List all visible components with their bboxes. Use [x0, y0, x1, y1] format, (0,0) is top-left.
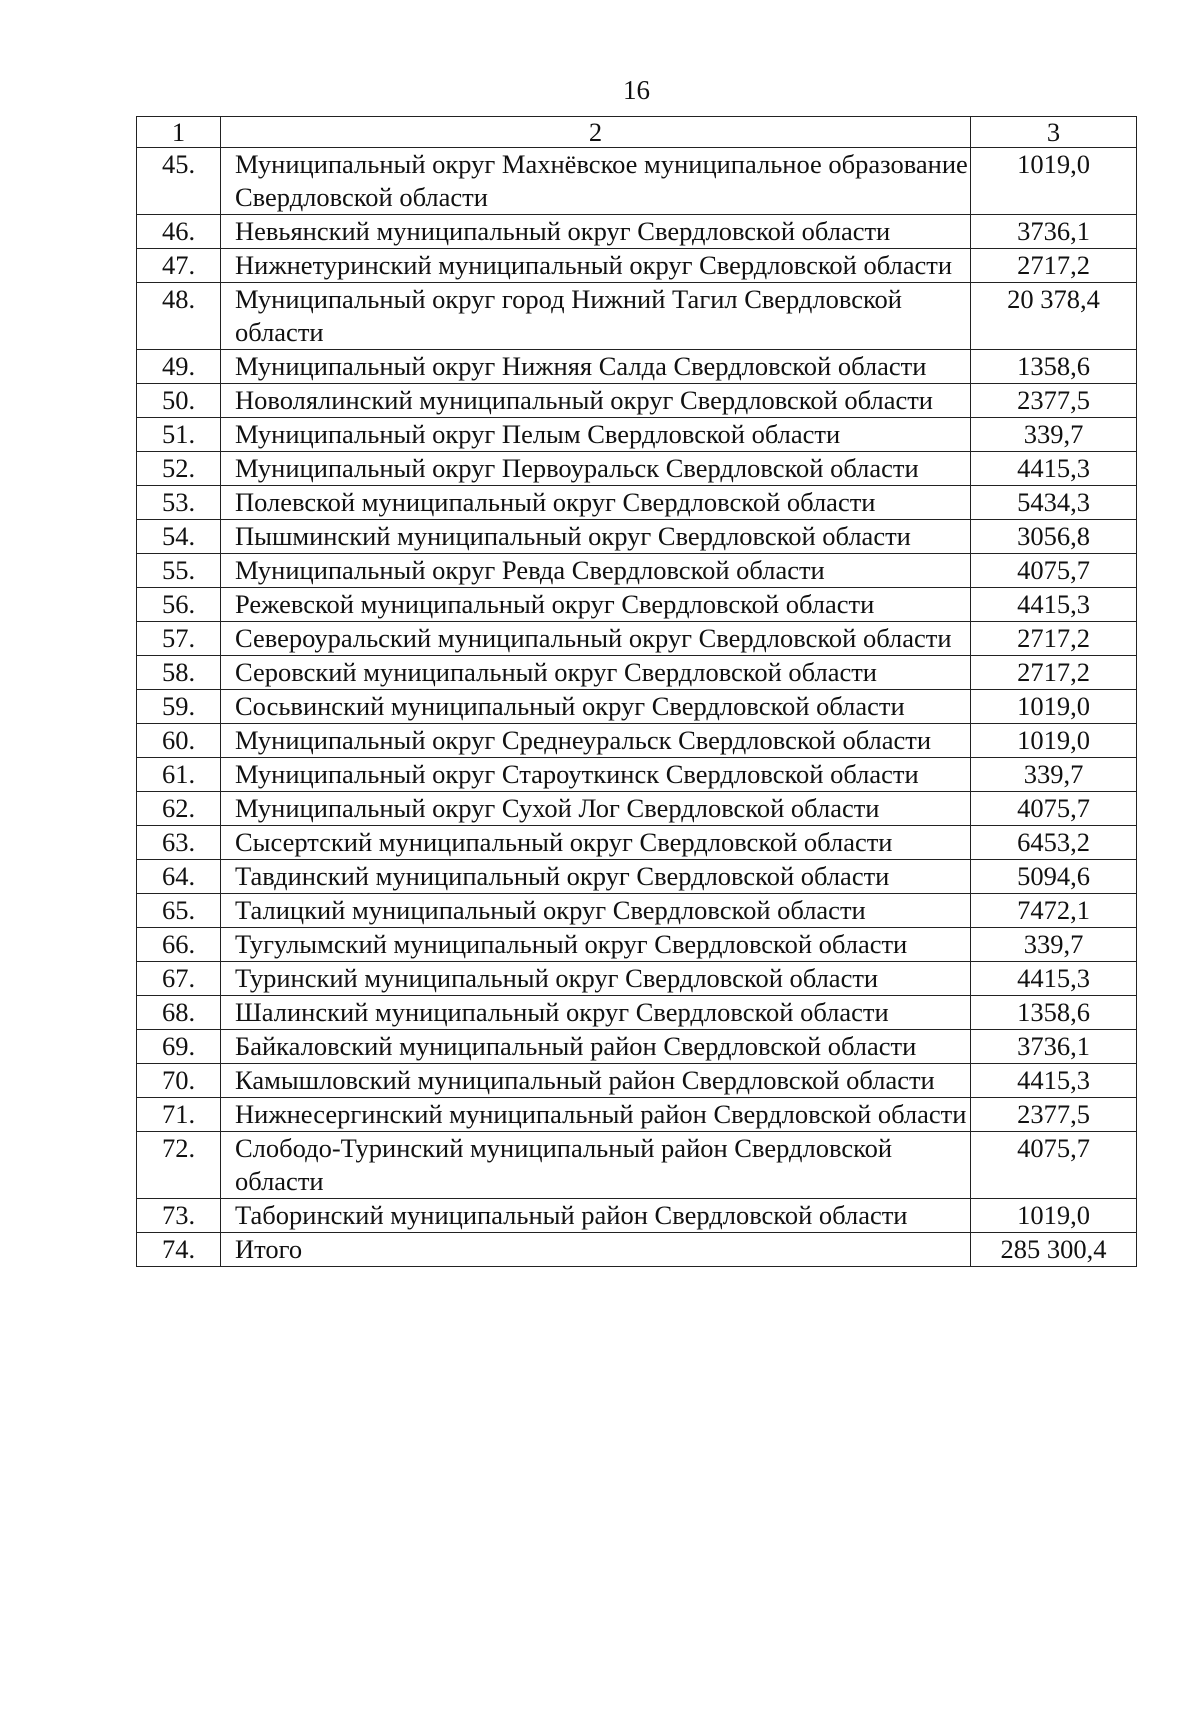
- row-number: 52.: [137, 452, 221, 486]
- row-municipality: Талицкий муниципальный округ Свердловской области: [221, 894, 971, 928]
- row-number: 60.: [137, 724, 221, 758]
- row-value: 4075,7: [971, 554, 1137, 588]
- row-municipality: Сысертский муниципальный округ Свердловской области: [221, 826, 971, 860]
- row-municipality: Нижнесергинский муниципальный район Свердловской области: [221, 1098, 971, 1132]
- row-value: 4415,3: [971, 588, 1137, 622]
- row-value: 6453,2: [971, 826, 1137, 860]
- row-number: 49.: [137, 350, 221, 384]
- row-value: 339,7: [971, 418, 1137, 452]
- row-value: 2377,5: [971, 1098, 1137, 1132]
- table-row: [137, 283, 1137, 350]
- row-municipality: Туринский муниципальный округ Свердловской области: [221, 962, 971, 996]
- row-value: 4415,3: [971, 1064, 1137, 1098]
- table-row: [137, 384, 1137, 418]
- row-value: 4415,3: [971, 452, 1137, 486]
- table-row: [137, 996, 1137, 1030]
- row-value: 3736,1: [971, 215, 1137, 249]
- row-number: 57.: [137, 622, 221, 656]
- row-municipality: Слободо-Туринский муниципальный район Свердловской области: [221, 1132, 971, 1199]
- row-number: 68.: [137, 996, 221, 1030]
- table-row: [137, 554, 1137, 588]
- row-value: 4075,7: [971, 792, 1137, 826]
- row-number: 67.: [137, 962, 221, 996]
- row-municipality: Муниципальный округ Нижняя Салда Свердловской области: [221, 350, 971, 384]
- table-row: [137, 962, 1137, 996]
- row-number: 66.: [137, 928, 221, 962]
- row-value: 5094,6: [971, 860, 1137, 894]
- row-value: 1019,0: [971, 148, 1137, 215]
- table-row: [137, 724, 1137, 758]
- row-number: 55.: [137, 554, 221, 588]
- row-municipality: Муниципальный округ город Нижний Тагил Свердловской области: [221, 283, 971, 350]
- row-number: 58.: [137, 656, 221, 690]
- row-value: 20 378,4: [971, 283, 1137, 350]
- table-row: [137, 758, 1137, 792]
- row-value: 285 300,4: [971, 1233, 1137, 1267]
- table-row: [137, 1199, 1137, 1233]
- table-row: [137, 792, 1137, 826]
- row-municipality: Нижнетуринский муниципальный округ Свердловской области: [221, 249, 971, 283]
- row-number: 72.: [137, 1132, 221, 1199]
- row-value: 2717,2: [971, 249, 1137, 283]
- row-number: 63.: [137, 826, 221, 860]
- table-header-row: [137, 117, 1137, 148]
- row-number: 70.: [137, 1064, 221, 1098]
- row-municipality: Муниципальный округ Первоуральск Свердловской области: [221, 452, 971, 486]
- table-row: [137, 588, 1137, 622]
- row-number: 51.: [137, 418, 221, 452]
- table-row: [137, 826, 1137, 860]
- row-value: 4415,3: [971, 962, 1137, 996]
- row-value: 339,7: [971, 928, 1137, 962]
- table-row: [137, 520, 1137, 554]
- row-number: 56.: [137, 588, 221, 622]
- table-row: [137, 418, 1137, 452]
- row-value: 2717,2: [971, 622, 1137, 656]
- table-row: [137, 1030, 1137, 1064]
- table-row: [137, 148, 1137, 215]
- row-municipality: Пышминский муниципальный округ Свердловской области: [221, 520, 971, 554]
- row-municipality: Серовский муниципальный округ Свердловской области: [221, 656, 971, 690]
- header-cell-name: 2: [221, 117, 971, 148]
- table-row: [137, 928, 1137, 962]
- row-value: 3736,1: [971, 1030, 1137, 1064]
- row-municipality: Муниципальный округ Среднеуральск Свердловской области: [221, 724, 971, 758]
- row-municipality: Североуральский муниципальный округ Свердловской области: [221, 622, 971, 656]
- row-municipality: Муниципальный округ Пелым Свердловской области: [221, 418, 971, 452]
- table-row: [137, 1064, 1137, 1098]
- row-municipality: Полевской муниципальный округ Свердловской области: [221, 486, 971, 520]
- row-value: 2377,5: [971, 384, 1137, 418]
- row-municipality: Шалинский муниципальный округ Свердловской области: [221, 996, 971, 1030]
- page-number: 16: [623, 75, 650, 105]
- row-number: 71.: [137, 1098, 221, 1132]
- row-number: 65.: [137, 894, 221, 928]
- row-number: 48.: [137, 283, 221, 350]
- row-municipality: Муниципальный округ Староуткинск Свердловской области: [221, 758, 971, 792]
- row-municipality: Муниципальный округ Сухой Лог Свердловской области: [221, 792, 971, 826]
- table-row: [137, 860, 1137, 894]
- row-number: 62.: [137, 792, 221, 826]
- row-number: 74.: [137, 1233, 221, 1267]
- row-value: 5434,3: [971, 486, 1137, 520]
- table-body: [137, 117, 1137, 1267]
- row-number: 47.: [137, 249, 221, 283]
- row-municipality: Невьянский муниципальный округ Свердловской области: [221, 215, 971, 249]
- table-row: [137, 452, 1137, 486]
- row-municipality: Тавдинский муниципальный округ Свердловской области: [221, 860, 971, 894]
- row-municipality: Муниципальный округ Махнёвское муниципальное образование Свердловской области: [221, 148, 971, 215]
- table-row: [137, 1132, 1137, 1199]
- header-cell-value: 3: [971, 117, 1137, 148]
- row-number: 59.: [137, 690, 221, 724]
- row-number: 45.: [137, 148, 221, 215]
- row-number: 73.: [137, 1199, 221, 1233]
- table-row: [137, 350, 1137, 384]
- table-row: [137, 894, 1137, 928]
- row-value: 4075,7: [971, 1132, 1137, 1199]
- row-value: 1358,6: [971, 996, 1137, 1030]
- row-number: 54.: [137, 520, 221, 554]
- row-value: 1019,0: [971, 1199, 1137, 1233]
- row-municipality: Таборинский муниципальный район Свердловской области: [221, 1199, 971, 1233]
- row-municipality: Байкаловский муниципальный район Свердловской области: [221, 1030, 971, 1064]
- row-number: 53.: [137, 486, 221, 520]
- row-value: 1019,0: [971, 690, 1137, 724]
- row-number: 61.: [137, 758, 221, 792]
- row-municipality: Тугулымский муниципальный округ Свердловской области: [221, 928, 971, 962]
- row-value: 2717,2: [971, 656, 1137, 690]
- table-row: [137, 1233, 1137, 1267]
- row-number: 46.: [137, 215, 221, 249]
- row-municipality: Режевской муниципальный округ Свердловской области: [221, 588, 971, 622]
- row-municipality: Сосьвинский муниципальный округ Свердловской области: [221, 690, 971, 724]
- row-municipality: Новолялинский муниципальный округ Свердловской области: [221, 384, 971, 418]
- header-cell-num: 1: [137, 117, 221, 148]
- table-row: [137, 656, 1137, 690]
- row-municipality: Камышловский муниципальный район Свердловской области: [221, 1064, 971, 1098]
- row-value: 7472,1: [971, 894, 1137, 928]
- table-row: [137, 1098, 1137, 1132]
- row-value: 339,7: [971, 758, 1137, 792]
- row-number: 69.: [137, 1030, 221, 1064]
- row-number: 64.: [137, 860, 221, 894]
- row-value: 1358,6: [971, 350, 1137, 384]
- allocation-table: [136, 116, 1137, 1267]
- row-municipality: Итого: [221, 1233, 971, 1267]
- row-number: 50.: [137, 384, 221, 418]
- table-row: [137, 215, 1137, 249]
- row-municipality: Муниципальный округ Ревда Свердловской области: [221, 554, 971, 588]
- row-value: 3056,8: [971, 520, 1137, 554]
- table-row: [137, 690, 1137, 724]
- row-value: 1019,0: [971, 724, 1137, 758]
- table-row: [137, 249, 1137, 283]
- table-row: [137, 486, 1137, 520]
- table-row: [137, 622, 1137, 656]
